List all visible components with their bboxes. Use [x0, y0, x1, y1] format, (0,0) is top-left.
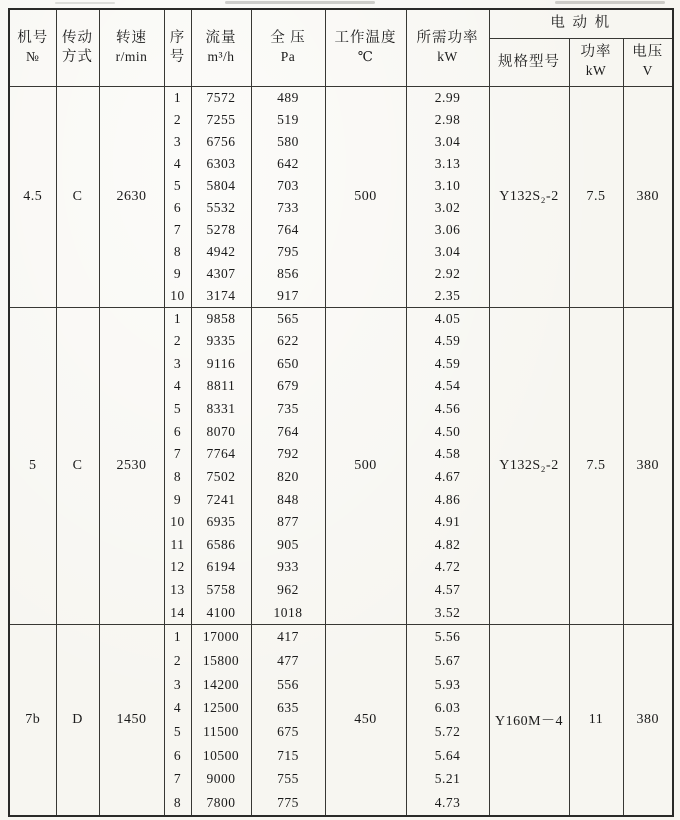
seq-value: 9	[173, 491, 182, 507]
drive-type-cell: D	[56, 625, 99, 816]
header-speed-unit: r/min	[115, 48, 148, 64]
header-required-power	[406, 9, 489, 86]
machine-group-row	[9, 625, 673, 816]
pressure-value: 622	[277, 333, 299, 349]
pressure-value: 764	[277, 423, 299, 439]
flow-value: 17000	[202, 629, 240, 645]
required-power-value: 4.54	[434, 378, 461, 394]
header-required-power-unit: kW	[437, 48, 458, 64]
seq-value: 10	[170, 287, 185, 303]
flow-value: 6194	[206, 559, 236, 575]
seq-value: 7	[173, 446, 182, 462]
motor-power-cell: 7.5	[569, 307, 623, 625]
required-power-value: 3.52	[434, 604, 461, 620]
flow-value: 6586	[206, 536, 236, 552]
pressure-value: 764	[277, 221, 299, 237]
pressure-cell	[251, 86, 325, 307]
pressure-value: 735	[277, 401, 299, 416]
pressure-value: 775	[277, 795, 299, 811]
flow-value: 6303	[206, 155, 236, 171]
header-pressure	[251, 9, 325, 86]
seq-cell	[164, 307, 191, 625]
header-temperature-unit: ℃	[357, 48, 374, 64]
flow-value: 4942	[206, 243, 236, 259]
table-body	[9, 86, 673, 816]
pressure-value: 417	[277, 629, 299, 645]
header-machine-no-label: 机号	[17, 29, 49, 46]
machine-group-row	[9, 307, 673, 625]
temperature-cell: 500	[325, 86, 406, 307]
header-motor-model	[489, 38, 569, 86]
required-power-value: 4.59	[434, 333, 461, 349]
header-required-power-label: 所需功率	[416, 29, 479, 46]
required-power-value: 4.59	[434, 355, 461, 371]
flow-value: 11500	[203, 724, 239, 739]
header-pressure-label: 全 压	[270, 29, 306, 46]
pressure-value: 848	[277, 491, 299, 507]
flow-value: 10500	[202, 747, 240, 763]
pressure-value: 755	[277, 771, 299, 787]
seq-value: 6	[173, 199, 182, 215]
header-seq-label: 序	[169, 29, 186, 46]
pressure-cell	[251, 625, 325, 816]
seq-value: 13	[170, 582, 185, 597]
seq-value: 2	[173, 111, 182, 127]
motor-power-cell: 7.5	[569, 86, 623, 307]
header-seq	[164, 9, 191, 86]
required-power-value: 4.86	[434, 491, 461, 507]
header-drive-label: 传动	[62, 29, 93, 46]
seq-value: 4	[173, 700, 182, 716]
required-power-value: 3.04	[434, 133, 461, 149]
seq-value: 8	[173, 468, 182, 484]
seq-value: 6	[173, 747, 182, 763]
seq-value: 10	[170, 514, 185, 530]
machine-group-row	[9, 86, 673, 307]
seq-value: 5	[173, 401, 182, 416]
seq-value: 7	[173, 771, 182, 787]
seq-cell	[164, 86, 191, 307]
flow-cell	[191, 86, 251, 307]
pressure-value: 856	[277, 265, 299, 281]
pressure-value: 795	[277, 243, 299, 259]
required-power-value: 4.05	[434, 310, 461, 326]
seq-value: 3	[173, 355, 182, 371]
required-power-value: 4.58	[434, 446, 461, 462]
pressure-value: 715	[277, 747, 299, 763]
required-power-value: 4.91	[434, 514, 461, 530]
seq-value: 1	[173, 310, 182, 326]
temperature-cell: 450	[325, 625, 406, 816]
pressure-value: 792	[277, 446, 299, 462]
flow-value: 5804	[206, 177, 236, 193]
seq-value: 11	[170, 536, 185, 552]
required-power-value: 4.73	[434, 795, 461, 811]
seq-value: 1	[173, 629, 182, 645]
flow-value: 7572	[206, 89, 236, 105]
flow-value: 7255	[206, 111, 236, 127]
drive-type-cell: C	[56, 307, 99, 625]
required-power-value: 5.56	[434, 629, 461, 645]
pressure-value: 642	[277, 155, 299, 171]
seq-value: 4	[173, 378, 182, 394]
seq-value: 1	[173, 89, 182, 105]
pressure-value: 477	[277, 652, 299, 668]
scan-artifact	[555, 1, 665, 4]
machine-no-cell: 5	[9, 307, 56, 625]
required-power-value: 4.67	[434, 468, 461, 484]
voltage-cell: 380	[623, 86, 673, 307]
pressure-value: 580	[277, 133, 299, 149]
speed-cell: 2630	[99, 86, 164, 307]
pressure-value: 650	[277, 355, 299, 371]
required-power-value: 2.98	[434, 111, 461, 127]
header-temperature	[325, 9, 406, 86]
header-motor-model-label: 规格型号	[498, 53, 560, 70]
seq-value: 14	[170, 604, 185, 620]
seq-cell	[164, 625, 191, 816]
flow-cell	[191, 625, 251, 816]
required-power-value: 6.03	[434, 700, 461, 716]
pressure-value: 556	[277, 676, 299, 692]
pressure-value: 489	[277, 89, 299, 105]
header-flow	[191, 9, 251, 86]
pressure-value: 565	[277, 310, 299, 326]
flow-value: 12500	[202, 700, 240, 716]
scan-artifact	[225, 1, 375, 4]
seq-value: 2	[173, 652, 182, 668]
header-drive-type	[56, 9, 99, 86]
header-motor-power-unit: kW	[585, 62, 607, 78]
flow-value: 6756	[206, 133, 236, 149]
required-power-value: 3.06	[434, 221, 461, 237]
seq-value: 2	[173, 333, 182, 349]
pressure-value: 679	[277, 378, 299, 394]
flow-value: 6935	[206, 514, 236, 530]
motor-model-cell: Y132S₂-2	[489, 307, 569, 625]
flow-value: 4307	[206, 265, 236, 281]
header-voltage	[623, 38, 673, 86]
required-power-value: 5.21	[434, 771, 461, 787]
header-flow-unit: m³/h	[207, 48, 235, 64]
header-speed	[99, 9, 164, 86]
required-power-value: 5.67	[434, 652, 461, 668]
scan-artifact	[55, 2, 115, 4]
motor-model-cell: Y160M－4	[489, 625, 569, 816]
speed-cell: 2530	[99, 307, 164, 625]
pressure-value: 675	[277, 724, 299, 739]
pressure-value: 1018	[273, 604, 303, 620]
flow-value: 9116	[206, 355, 236, 371]
flow-value: 5532	[206, 199, 236, 215]
header-motor-group-label: 电 动 机	[550, 15, 612, 32]
required-power-value: 4.82	[434, 536, 461, 552]
flow-value: 7241	[206, 491, 236, 507]
pressure-value: 733	[277, 199, 299, 215]
header-motor-power-label: 功率	[580, 44, 612, 61]
flow-value: 5758	[206, 582, 236, 597]
required-power-value: 5.64	[434, 747, 461, 763]
pressure-value: 933	[277, 559, 299, 575]
flow-value: 8811	[206, 378, 236, 394]
header-speed-label: 转速	[116, 29, 147, 46]
pressure-value: 703	[277, 177, 299, 193]
header-temperature-label: 工作温度	[334, 29, 397, 46]
required-power-value: 3.02	[434, 199, 461, 215]
pressure-cell	[251, 307, 325, 625]
seq-value: 6	[173, 423, 182, 439]
pressure-value: 820	[277, 468, 299, 484]
header-motor-power	[569, 38, 623, 86]
header-drive-label2: 方式	[62, 48, 93, 65]
seq-value: 7	[173, 221, 182, 237]
header-seq-label2: 号	[169, 48, 186, 65]
flow-value: 15800	[202, 652, 240, 668]
required-power-value: 3.04	[434, 243, 461, 259]
seq-value: 9	[173, 265, 182, 281]
header-voltage-unit: V	[642, 62, 653, 78]
motor-power-cell: 11	[569, 625, 623, 816]
flow-value: 8331	[206, 401, 236, 416]
pressure-value: 962	[277, 582, 299, 597]
motor-model-cell: Y132S₂-2	[489, 86, 569, 307]
pressure-value: 905	[277, 536, 299, 552]
machine-no-cell: 7b	[9, 625, 56, 816]
header-pressure-unit: Pa	[280, 48, 296, 64]
table-header	[9, 9, 673, 86]
pressure-value: 635	[277, 700, 299, 716]
flow-value: 5278	[206, 221, 236, 237]
voltage-cell: 380	[623, 307, 673, 625]
header-flow-label: 流量	[205, 29, 237, 46]
seq-value: 3	[173, 133, 182, 149]
required-power-value: 4.50	[434, 423, 461, 439]
flow-value: 8070	[206, 423, 236, 439]
required-power-cell	[406, 307, 489, 625]
temperature-cell: 500	[325, 307, 406, 625]
voltage-cell: 380	[623, 625, 673, 816]
required-power-value: 3.10	[434, 177, 461, 193]
machine-no-cell: 4.5	[9, 86, 56, 307]
flow-cell	[191, 307, 251, 625]
pressure-value: 519	[277, 111, 299, 127]
speed-cell: 1450	[99, 625, 164, 816]
header-machine-no-unit: №	[26, 48, 40, 64]
pressure-value: 877	[277, 514, 299, 530]
header-voltage-label: 电压	[632, 44, 664, 61]
required-power-value: 2.99	[434, 89, 461, 105]
seq-value: 5	[173, 724, 182, 739]
required-power-value: 2.92	[434, 265, 461, 281]
required-power-value: 5.72	[434, 724, 461, 739]
fan-spec-table	[8, 8, 674, 817]
flow-value: 7502	[206, 468, 236, 484]
required-power-value: 2.35	[434, 287, 461, 303]
seq-value: 12	[170, 559, 185, 575]
flow-value: 7800	[206, 795, 236, 811]
seq-value: 8	[173, 243, 182, 259]
drive-type-cell: C	[56, 86, 99, 307]
flow-value: 9000	[206, 771, 236, 787]
required-power-value: 5.93	[434, 676, 461, 692]
flow-value: 9858	[206, 310, 236, 326]
required-power-cell	[406, 86, 489, 307]
seq-value: 3	[173, 676, 182, 692]
required-power-value: 4.72	[434, 559, 461, 575]
pressure-value: 917	[277, 287, 299, 303]
flow-value: 7764	[206, 446, 236, 462]
seq-value: 4	[173, 155, 182, 171]
required-power-value: 4.57	[434, 582, 461, 597]
header-machine-no	[9, 9, 56, 86]
flow-value: 14200	[202, 676, 240, 692]
seq-value: 8	[173, 795, 182, 811]
required-power-cell	[406, 625, 489, 816]
required-power-value: 4.56	[434, 401, 461, 416]
required-power-value: 3.13	[434, 155, 461, 171]
flow-value: 3174	[206, 287, 236, 303]
flow-value: 4100	[206, 604, 236, 620]
header-motor-group	[489, 9, 673, 38]
flow-value: 9335	[206, 333, 236, 349]
seq-value: 5	[173, 177, 182, 193]
